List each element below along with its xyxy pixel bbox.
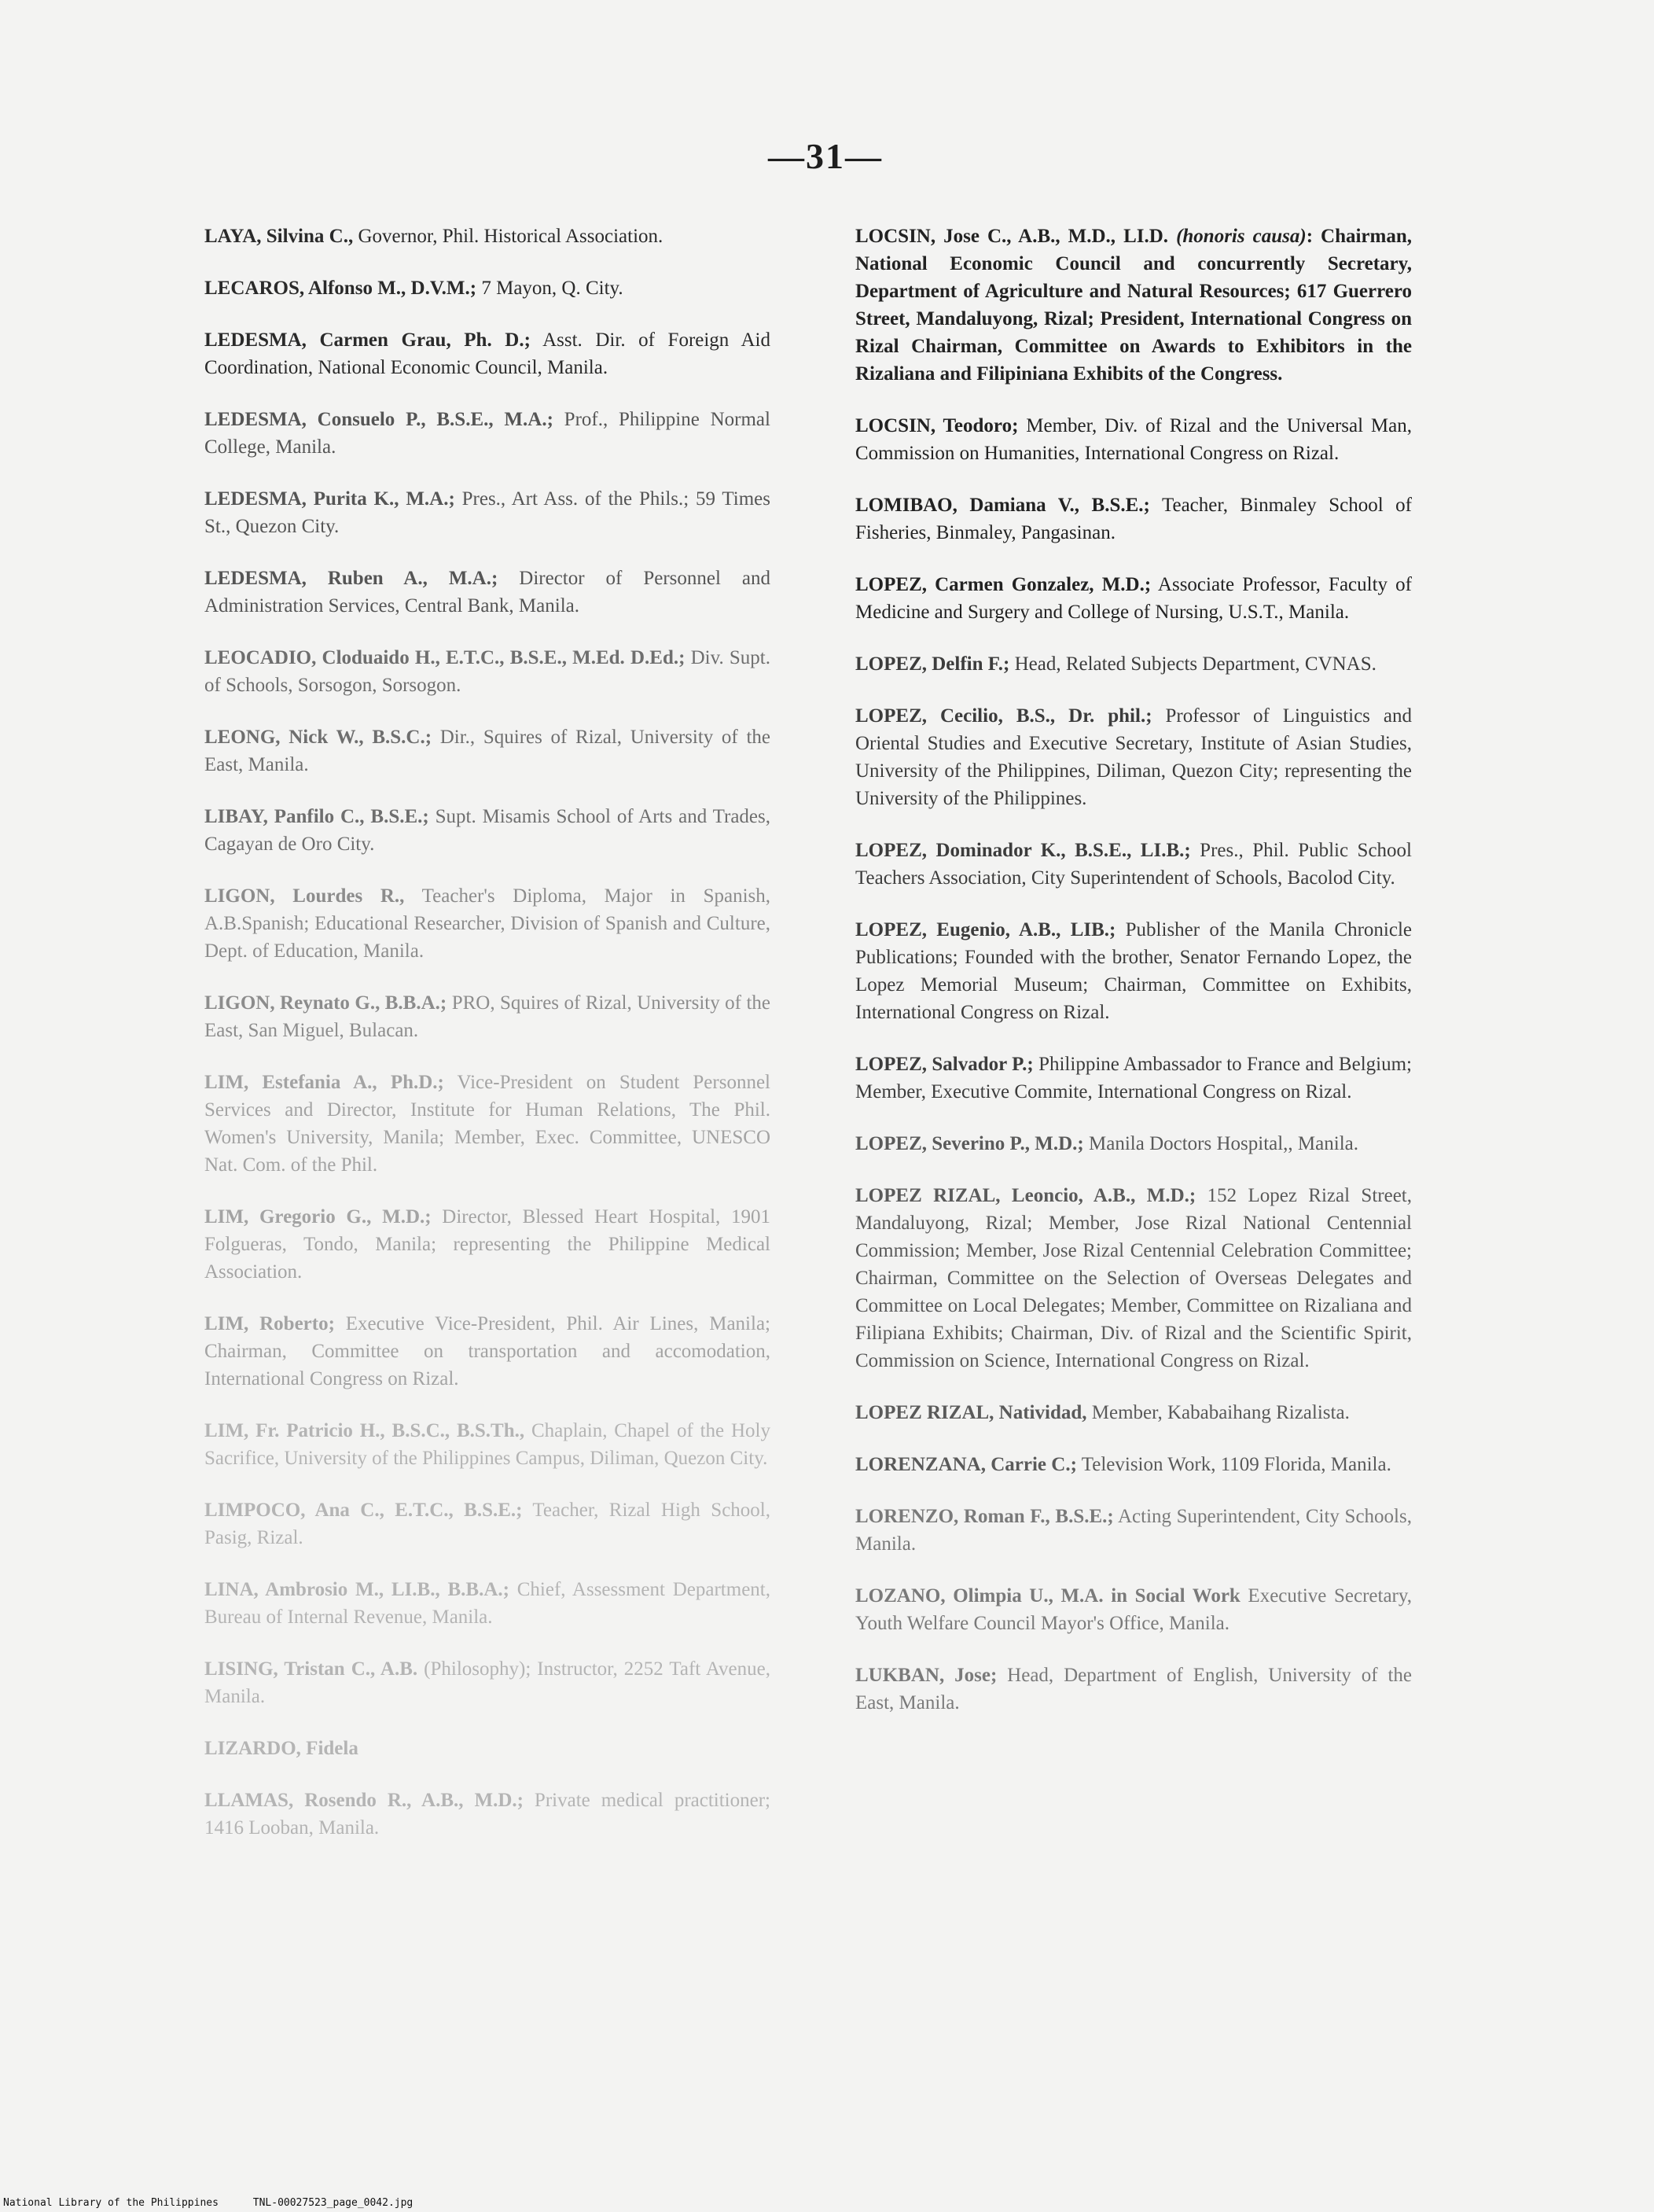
directory-entry: LOPEZ, Carmen Gonzalez, M.D.; Associate Professor, Faculty of Medicine and Surgery and College of Nursing, U.S.T., Manila.: [855, 574, 1412, 623]
right-column: [855, 203, 1412, 1741]
directory-entry: LLAMAS, Rosendo R., A.B., M.D.; Private medical practitioner; 1416 Looban, Manila.: [204, 1790, 770, 1838]
directory-entry: LEDESMA, Purita K., M.A.; Pres., Art Ass. of the Phils.; 59 Times St., Quezon City.: [204, 488, 770, 537]
directory-entry: LORENZANA, Carrie C.; Television Work, 1109 Florida, Manila.: [855, 1454, 1391, 1475]
directory-entry: LINA, Ambrosio M., LI.B., B.B.A.; Chief, Assessment Department, Bureau of Internal Revenue, Manila.: [204, 1579, 770, 1628]
directory-entry: LIM, Fr. Patricio H., B.S.C., B.S.Th., Chaplain, Chapel of the Holy Sacrifice, University of the Philippines Campus, Diliman, Quezon City.: [204, 1420, 770, 1469]
directory-entry: LOCSIN, Teodoro; Member, Div. of Rizal and the Universal Man, Commission on Humanities, International Congress on Rizal.: [855, 415, 1412, 464]
directory-entry: LOPEZ RIZAL, Leoncio, A.B., M.D.; 152 Lopez Rizal Street, Mandaluyong, Rizal; Member, Jose Rizal National Centennial Commission; Member, Jose Rizal Centennial Celebration Committee; Chairman, Committee on the Selection of Overseas Delegates and Committee on Local Delegates; Member, Committee on Rizaliana and Filipiana Exhibits; Chairman, Div. of Rizal and the Scientific Spirit, Commission on Science, International Congress on Rizal.: [855, 1185, 1412, 1371]
directory-entry: LOPEZ, Eugenio, A.B., LIB.; Publisher of the Manila Chronicle Publications; Founded with the brother, Senator Fernando Lopez, the Lopez Memorial Museum; Chairman, Committee on Exhibits, International Congress on Rizal.: [855, 919, 1412, 1023]
footer-library: National Library of the Philippines: [3, 2197, 219, 2209]
directory-entry: LEOCADIO, Cloduaido H., E.T.C., B.S.E., M.Ed. D.Ed.; Div. Supt. of Schools, Sorsogon, Sorsogon.: [204, 647, 770, 696]
directory-entry: LIZARDO, Fidela: [204, 1738, 358, 1759]
directory-entry: LIM, Roberto; Executive Vice-President, Phil. Air Lines, Manila; Chairman, Committee on transportation and accomodation, International Congress on Rizal.: [204, 1313, 770, 1389]
directory-entry: LORENZO, Roman F., B.S.E.; Acting Superintendent, City Schools, Manila.: [855, 1506, 1412, 1555]
directory-entry: LEDESMA, Ruben A., M.A.; Director of Personnel and Administration Services, Central Bank, Manila.: [204, 568, 770, 616]
page-number: —31—: [768, 136, 883, 176]
directory-entry: LIMPOCO, Ana C., E.T.C., B.S.E.; Teacher, Rizal High School, Pasig, Rizal.: [204, 1500, 770, 1548]
directory-entry: LOPEZ, Delfin F.; Head, Related Subjects Department, CVNAS.: [855, 653, 1376, 675]
directory-entry: LIBAY, Panfilo C., B.S.E.; Supt. Misamis School of Arts and Trades, Cagayan de Oro City.: [204, 806, 771, 855]
scan-footer: [0, 2195, 1654, 2212]
directory-entry: LOPEZ, Salvador P.; Philippine Ambassador to France and Belgium; Member, Executive Commite, International Congress on Rizal.: [855, 1054, 1412, 1102]
directory-entry: LEDESMA, Consuelo P., B.S.E., M.A.; Prof., Philippine Normal College, Manila.: [204, 409, 770, 458]
directory-entry: LOPEZ, Cecilio, B.S., Dr. phil.; Professor of Linguistics and Oriental Studies and Executive Secretary, Institute of Asian Studies, University of the Philippines, Diliman, Quezon City; representing the University of the Philippines.: [855, 705, 1412, 809]
directory-entry: LIM, Gregorio G., M.D.; Director, Blessed Heart Hospital, 1901 Folgueras, Tondo, Manila; representing the Philippine Medical Association.: [204, 1206, 770, 1283]
directory-entry: LIGON, Reynato G., B.B.A.; PRO, Squires of Rizal, University of the East, San Miguel, Bulacan.: [204, 992, 770, 1041]
directory-entry: LOMIBAO, Damiana V., B.S.E.; Teacher, Binmaley School of Fisheries, Binmaley, Pangasinan.: [855, 495, 1412, 543]
directory-entry: LISING, Tristan C., A.B. (Philosophy); Instructor, 2252 Taft Avenue, Manila.: [204, 1658, 770, 1707]
left-column: [204, 203, 770, 1866]
directory-entry: LEDESMA, Carmen Grau, Ph. D.; Asst. Dir. of Foreign Aid Coordination, National Economic Council, Manila.: [204, 329, 771, 378]
directory-entry: LOPEZ, Severino P., M.D.; Manila Doctors Hospital,, Manila.: [855, 1133, 1358, 1154]
directory-entry: LIM, Estefania A., Ph.D.; Vice-President on Student Personnel Services and Director, Institute for Human Relations, The Phil. Women's University, Manila; Member, Exec. Committee, UNESCO Nat. Com. of the Phil.: [204, 1072, 770, 1176]
footer-file: TNL-00027523_page_0042.jpg: [252, 2197, 414, 2209]
directory-entry: LECAROS, Alfonso M., D.V.M.; 7 Mayon, Q. City.: [204, 278, 623, 299]
directory-entry: LOZANO, Olimpia U., M.A. in Social Work Executive Secretary, Youth Welfare Council Mayor's Office, Manila.: [855, 1585, 1412, 1634]
directory-entry: LOPEZ, Dominador K., B.S.E., LI.B.; Pres., Phil. Public School Teachers Association, City Superintendent of Schools, Bacolod City.: [855, 840, 1412, 889]
directory-entry: LUKBAN, Jose; Head, Department of English, University of the East, Manila.: [855, 1665, 1412, 1713]
directory-entry: LEONG, Nick W., B.S.C.; Dir., Squires of Rizal, University of the East, Manila.: [204, 727, 770, 775]
directory-entry: LOPEZ RIZAL, Natividad, Member, Kababaihang Rizalista.: [855, 1402, 1350, 1423]
directory-entry: LAYA, Silvina C., Governor, Phil. Historical Association.: [204, 226, 663, 247]
directory-entry: LIGON, Lourdes R., Teacher's Diploma, Major in Spanish, A.B.Spanish; Educational Researcher, Division of Spanish and Culture, Dept. of Education, Manila.: [204, 885, 770, 962]
directory-entry: LOCSIN, Jose C., A.B., M.D., LI.D. (honoris causa): Chairman, National Economic Council and concurrently Secretary, Department of Agriculture and Natural Resources; 617 Guerrero Street, Mandaluyong, Rizal; President, International Congress on Rizal Chairman, Committee on Awards to Exhibitors in the Rizaliana and Filipiniana Exhibits of the Congress.: [855, 226, 1413, 385]
